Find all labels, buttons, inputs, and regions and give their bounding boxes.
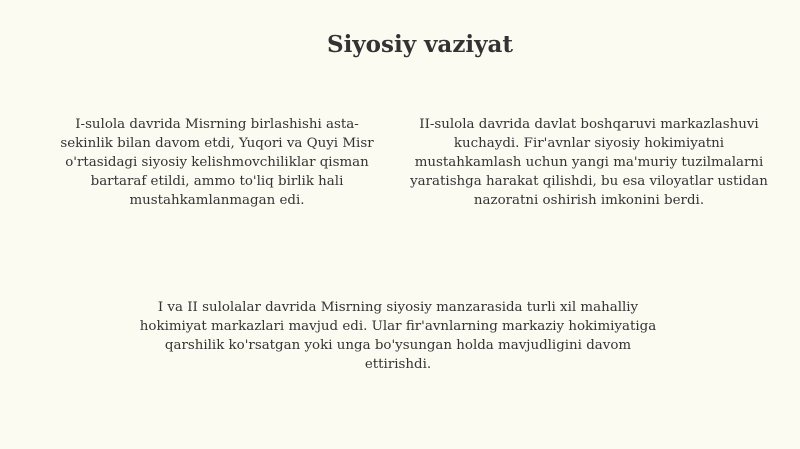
bottom-paragraph: I va II sulolalar davrida Misrning siyosiy manzarasida turli xil mahalliy hokimiyat markazlari mavjud edi. Ular fir'avnlarning markaziy hokimiyatiga qarshilik ko'rsatgan yoki unga bo'ysungan holda mavjudligini davom ettirishdi. xyxy=(139,300,657,372)
slide-title: Siyosiy vaziyat xyxy=(326,31,514,58)
left-paragraph: I-sulola davrida Misrning birlashishi asta-sekinlik bilan davom etdi, Yuqori va Quyi Misr o'rtasidagi siyosiy kelishmovchiliklar qisman bartaraf etildi, ammo to'liq birlik hali mustahkamlanmagan edi. xyxy=(60,117,374,208)
right-paragraph: II-sulola davrida davlat boshqaruvi markazlashuvi kuchaydi. Fir'avnlar siyosiy hokimiyatni mustahkamlash uchun yangi ma'muriy tuzilmalarni yaratishga harakat qilishdi, bu esa viloyatlar ustidan nazoratni oshirish imkonini berdi. xyxy=(410,117,768,208)
